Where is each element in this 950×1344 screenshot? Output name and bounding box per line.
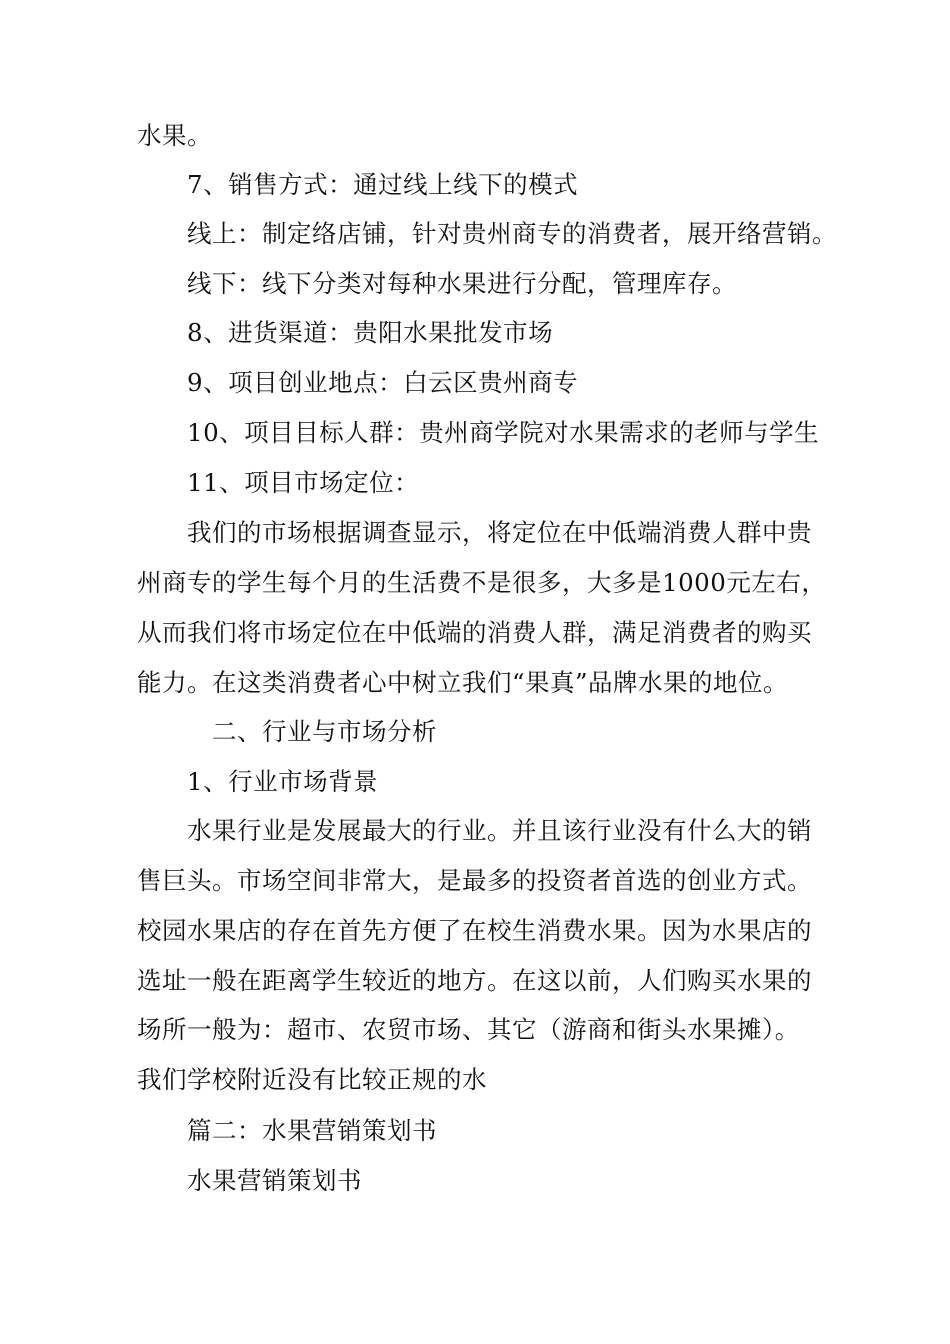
article-title: 篇二：水果营销策划书 bbox=[187, 1116, 437, 1145]
paragraph-line: 校园水果店的存在首先方便了在校生消费水果。因为水果店的 bbox=[137, 916, 812, 945]
paragraph-line-online: 线上：制定络店铺，针对贵州商专的消费者，展开络营销。 bbox=[187, 219, 837, 248]
list-item-target-group: 10、项目目标人群：贵州商学院对水果需求的老师与学生 bbox=[187, 418, 820, 447]
list-item-supply-channel: 8、进货渠道：贵阳水果批发市场 bbox=[187, 318, 554, 347]
paragraph-line: 水果行业是发展最大的行业。并且该行业没有什么大的销 bbox=[187, 816, 812, 845]
paragraph-line: 我们的市场根据调查显示，将定位在中低端消费人群中贵 bbox=[187, 518, 812, 547]
subsection-heading: 1、行业市场背景 bbox=[187, 767, 379, 796]
document-title: 水果营销策划书 bbox=[187, 1166, 362, 1195]
paragraph-line: 从而我们将市场定位在中低端的消费人群，满足消费者的购买 bbox=[137, 618, 812, 647]
section-heading: 二、行业与市场分析 bbox=[212, 717, 437, 746]
paragraph-line: 我们学校附近没有比较正规的水 bbox=[137, 1065, 487, 1094]
paragraph-line: 售巨头。市场空间非常大，是最多的投资者首选的创业方式。 bbox=[137, 866, 812, 895]
paragraph-line: 场所一般为：超市、农贸市场、其它（游商和街头水果摊）。 bbox=[137, 1015, 800, 1044]
list-item-location: 9、项目创业地点：白云区贵州商专 bbox=[187, 368, 579, 397]
paragraph-line: 州商专的学生每个月的生活费不是很多，大多是1000元左右， bbox=[137, 568, 827, 597]
paragraph-line-offline: 线下：线下分类对每种水果进行分配，管理库存。 bbox=[187, 269, 737, 298]
paragraph-line: 选址一般在距离学生较近的地方。在这以前，人们购买水果的 bbox=[137, 966, 812, 995]
list-item-sales-method: 7、销售方式：通过线上线下的模式 bbox=[187, 170, 579, 199]
paragraph-line: 水果。 bbox=[137, 121, 212, 150]
list-item-market-positioning: 11、项目市场定位： bbox=[187, 468, 420, 497]
paragraph-line: 能力。在这类消费者心中树立我们“果真”品牌水果的地位。 bbox=[137, 668, 789, 697]
